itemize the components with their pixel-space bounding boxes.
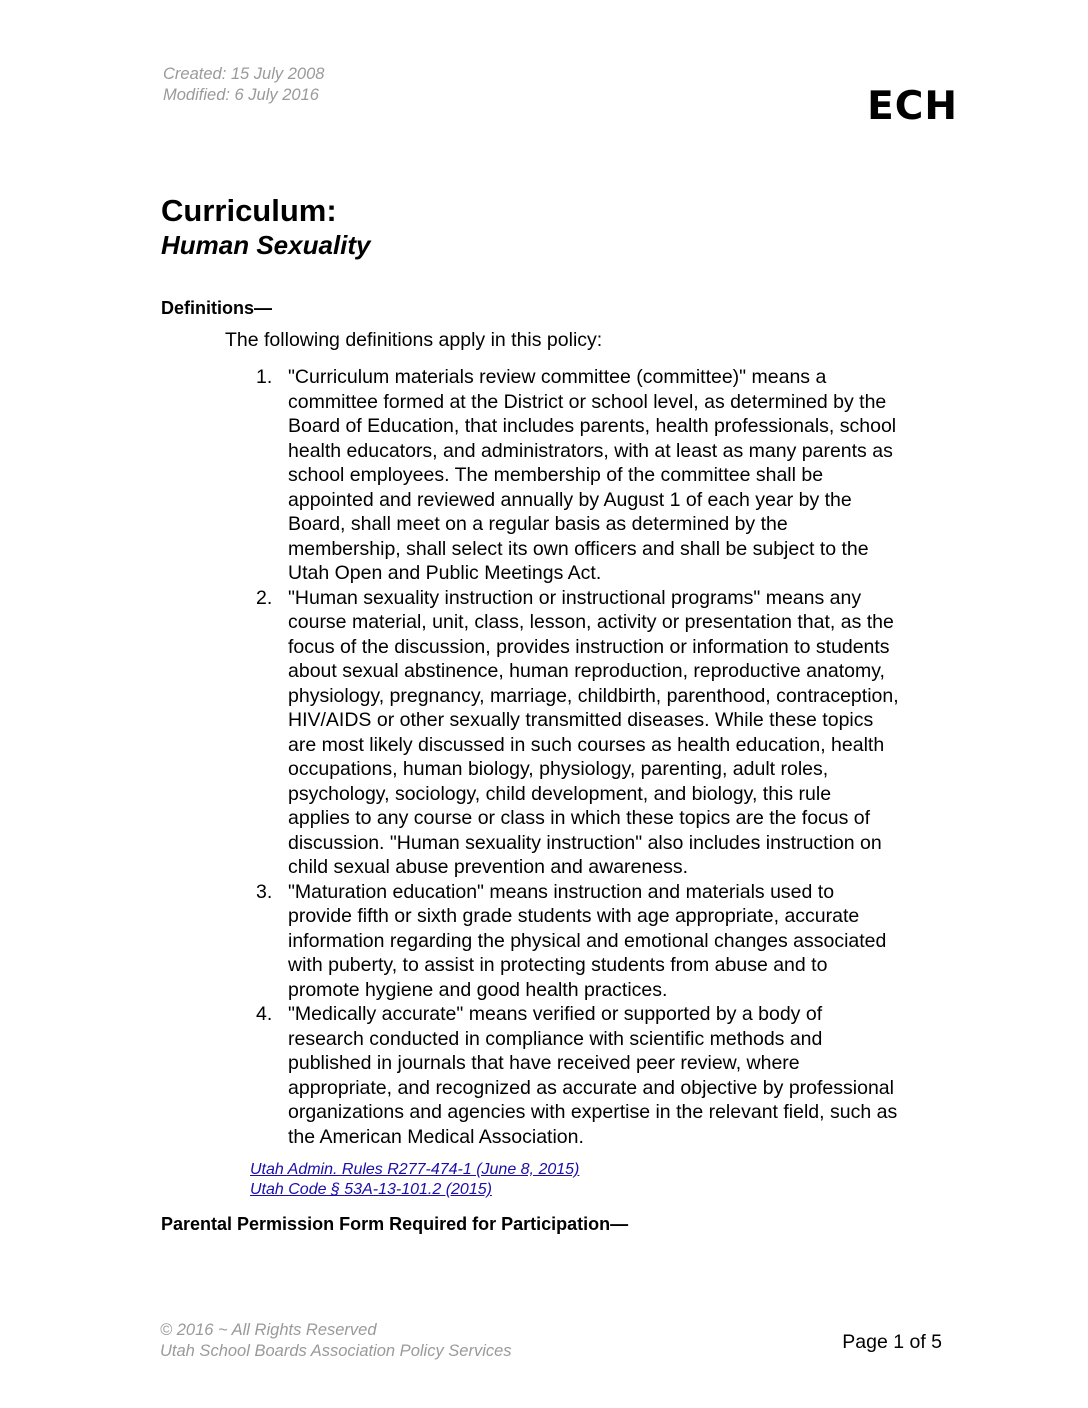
footer-copyright-block <box>160 1320 512 1362</box>
definition-line: HIV/AIDS or other sexually transmitted diseases. While these topics <box>288 709 874 731</box>
document-meta <box>163 64 324 106</box>
definition-number: 1. <box>256 366 273 388</box>
definition-line: occupations, human biology, physiology, parenting, adult roles, <box>288 758 829 780</box>
definition-line: physiology, pregnancy, marriage, childbirth, parenthood, contraception, <box>288 684 899 707</box>
definition-line: provide fifth or sixth grade students with age appropriate, accurate <box>288 905 860 927</box>
definition-line: "Maturation education" means instruction and materials used to <box>288 880 835 903</box>
definition-item <box>250 586 970 880</box>
definition-line: the American Medical Association. <box>288 1125 584 1148</box>
definitions-intro: The following definitions apply in this policy: <box>225 329 603 351</box>
parental-permission-heading: Parental Permission Form Required for Participation— <box>161 1214 629 1234</box>
definition-number: 4. <box>256 1003 273 1025</box>
reference-link-admin-rules[interactable]: Utah Admin. Rules R277-474-1 (June 8, 2015) <box>250 1161 580 1178</box>
definition-line: organizations and agencies with expertise in the relevant field, such as <box>288 1101 898 1123</box>
definition-line: course material, unit, class, lesson, activity or presentation that, as the <box>288 611 894 633</box>
page-number: Page 1 of 5 <box>842 1331 942 1353</box>
footer-copyright: © 2016 ~ All Rights Reserved <box>160 1321 377 1339</box>
definition-line: published in journals that have received peer review, where <box>288 1052 800 1074</box>
definitions-list <box>250 365 970 1149</box>
definition-line: school employees. The membership of the committee shall be <box>288 464 824 486</box>
definition-line: are most likely discussed in such courses as health education, health <box>288 733 885 756</box>
definition-line: information regarding the physical and emotional changes associated <box>288 929 887 952</box>
definition-number: 3. <box>256 880 273 903</box>
definition-line: child sexual abuse prevention and awareness. <box>288 856 689 878</box>
definition-line: committee formed at the District or school level, as determined by the <box>288 390 887 413</box>
reference-link-utah-code[interactable]: Utah Code § 53A-13-101.2 (2015) <box>250 1181 492 1198</box>
definition-line: Utah Open and Public Meetings Act. <box>288 562 602 584</box>
definition-line: applies to any course or class in which these topics are the focus of <box>288 807 871 829</box>
definition-line: appointed and reviewed annually by August 1 of each year by the <box>288 488 852 511</box>
definition-line: Board, shall meet on a regular basis as determined by the <box>288 513 788 535</box>
definition-line: membership, shall select its own officers and shall be subject to the <box>288 537 869 560</box>
page-title: Curriculum: <box>161 193 337 228</box>
definition-line: about sexual abstinence, human reproduction, reproductive anatomy, <box>288 660 885 682</box>
definition-line: health educators, and administrators, with at least as many parents as <box>288 439 893 462</box>
definition-line: promote hygiene and good health practices. <box>288 978 668 1001</box>
definition-line: discussion. "Human sexuality instruction" also includes instruction on <box>288 831 882 854</box>
definition-line: "Curriculum materials review committee (committee)" means a <box>288 366 827 388</box>
definition-line: psychology, sociology, child development, and biology, this rule <box>288 782 832 805</box>
definitions-heading: Definitions— <box>161 298 272 318</box>
page-subtitle: Human Sexuality <box>161 230 371 260</box>
definition-line: with puberty, to assist in protecting students from abuse and to <box>288 954 828 976</box>
modified-date: Modified: 6 July 2016 <box>163 86 319 104</box>
definition-line: focus of the discussion, provides instruction or information to students <box>288 635 890 658</box>
footer-organization: Utah School Boards Association Policy Services <box>160 1342 512 1360</box>
created-date: Created: 15 July 2008 <box>163 65 325 83</box>
definition-item <box>250 365 970 586</box>
references <box>250 1160 579 1200</box>
definition-line: Board of Education, that includes parents, health professionals, school <box>288 415 897 437</box>
definition-line: "Human sexuality instruction or instructional programs" means any <box>288 586 862 609</box>
definition-item <box>250 880 970 1003</box>
policy-code: ECH <box>867 84 958 129</box>
definition-item <box>250 1002 970 1149</box>
definition-line: "Medically accurate" means verified or supported by a body of <box>288 1003 823 1025</box>
definition-number: 2. <box>256 586 273 609</box>
definition-line: appropriate, and recognized as accurate and objective by professional <box>288 1076 894 1099</box>
definition-line: research conducted in compliance with scientific methods and <box>288 1027 823 1050</box>
